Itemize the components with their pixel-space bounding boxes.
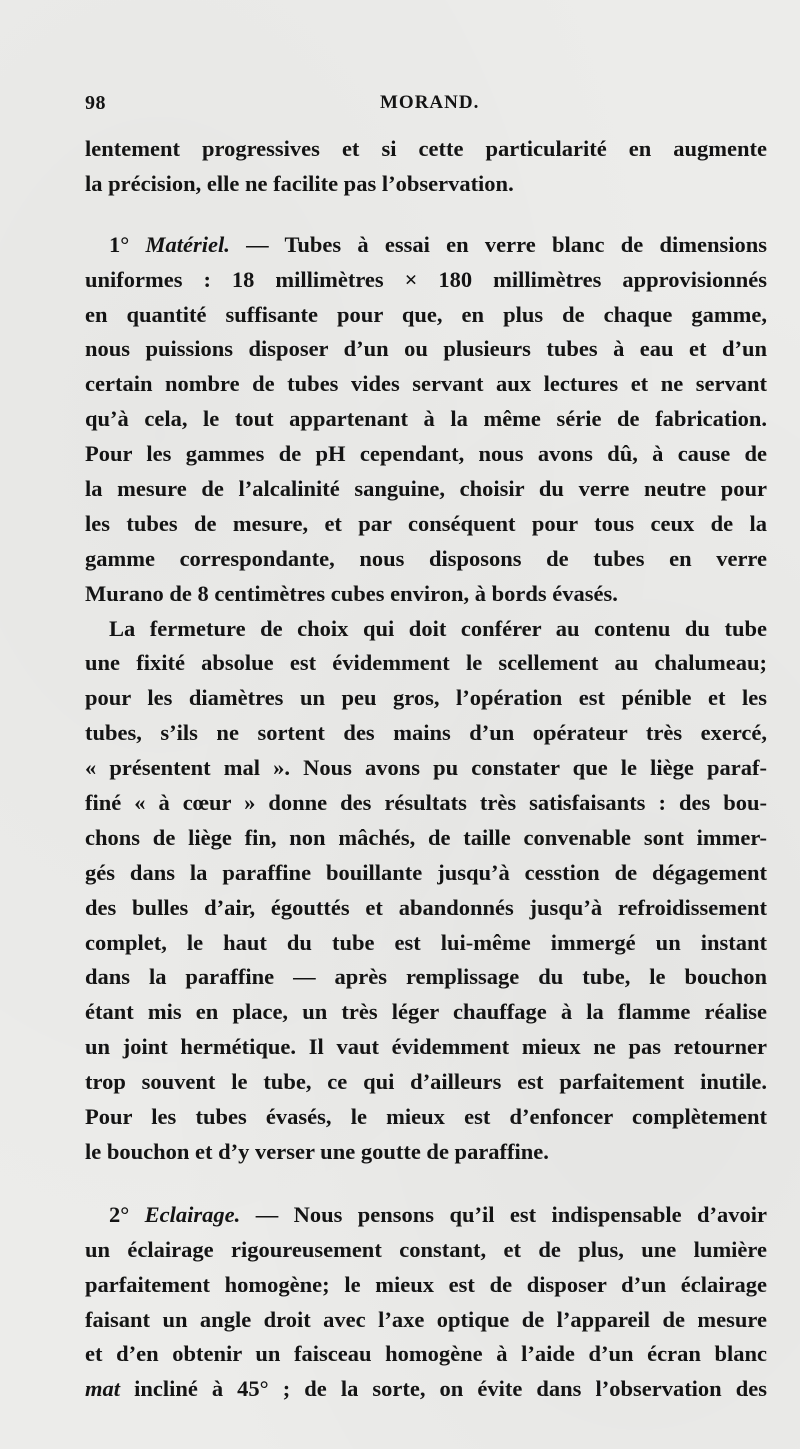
- text-line: gamme correspondante, nous disposons de tubes en verre: [85, 545, 767, 571]
- text-line: chons de liège fin, non mâchés, de taille convenable sont immer-: [85, 824, 767, 850]
- text-line: « présentent mal ». Nous avons pu constater que le liège paraf-: [85, 755, 767, 781]
- text-line: pour les diamètres un peu gros, l’opération est pénible et les: [85, 685, 767, 711]
- section-title: Eclairage.: [144, 1201, 241, 1227]
- text-line: Pour les gammes de pH cependant, nous avons dû, à cause de: [85, 441, 767, 467]
- text-line: qu’à cela, le tout appartenant à la même série de fabrication.: [85, 406, 767, 432]
- text-line: en quantité suffisante pour que, en plus de chaque gamme,: [85, 301, 767, 327]
- text-line: gés dans la paraffine bouillante jusqu’à cesstion de dégagement: [85, 859, 767, 885]
- section-number: 2°: [109, 1201, 130, 1227]
- text-line: uniformes : 18 millimètres × 180 millimètres approvisionnés: [85, 266, 767, 292]
- text-line: les tubes de mesure, et par conséquent pour tous ceux de la: [85, 510, 767, 536]
- section-materiel: [85, 228, 767, 1170]
- text-line: certain nombre de tubes vides servant aux lectures et ne servant: [85, 371, 767, 397]
- text-line: nous puissions disposer d’un ou plusieurs tubes à eau et d’un: [85, 336, 767, 362]
- text-line: parfaitement homogène; le mieux est de disposer d’un éclairage: [85, 1271, 767, 1297]
- text-line: un éclairage rigoureusement constant, et de plus, une lumière: [85, 1236, 767, 1262]
- text-line: et d’en obtenir un faisceau homogène à l’aide d’un écran blanc: [85, 1341, 767, 1367]
- page-body: [85, 132, 767, 1407]
- section-eclairage: [85, 1198, 767, 1407]
- text-line: la précision, elle ne facilite pas l’observation.: [85, 170, 514, 196]
- intro-paragraph: [85, 132, 767, 202]
- text-line: tubes, s’ils ne sortent des mains d’un opérateur très exercé,: [85, 720, 767, 746]
- text-fragment: incliné à 45° ; de la sorte, on évite dans l’observation des: [134, 1376, 767, 1402]
- paragraph-gap: [85, 202, 767, 228]
- text-line: la mesure de l’alcalinité sanguine, choisir du verre neutre pour: [85, 476, 767, 502]
- text-line: étant mis en place, un très léger chauffage à la flamme réalise: [85, 999, 767, 1025]
- text-line: le bouchon et d’y verser une goutte de paraffine.: [85, 1138, 549, 1164]
- text-line: [85, 1372, 767, 1407]
- page-header: [85, 92, 765, 122]
- text-line: lentement progressives et si cette particularité en augmente: [85, 136, 767, 161]
- text-line: complet, le haut du tube est lui-même immergé un instant: [85, 929, 767, 955]
- text-line: un joint hermétique. Il vaut évidemment mieux ne pas retourner: [85, 1034, 767, 1060]
- text-fragment: — Tubes à essai en verre blanc de dimensions: [246, 231, 767, 257]
- text-line: trop souvent le tube, ce qui d’ailleurs est parfaitement inutile.: [85, 1069, 767, 1095]
- text-line: une fixité absolue est évidemment le scellement au chalumeau;: [85, 650, 767, 676]
- section-heading-line: [85, 228, 767, 263]
- text-line: Pour les tubes évasés, le mieux est d’enfoncer complètement: [85, 1104, 767, 1130]
- paragraph-gap: [85, 1170, 767, 1198]
- section-title: Matériel.: [145, 231, 230, 257]
- text-line: finé « à cœur » donne des résultats très satisfaisants : des bou-: [85, 790, 767, 816]
- text-line: dans la paraffine — après remplissage du tube, le bouchon: [85, 964, 767, 990]
- running-head: MORAND.: [380, 92, 480, 113]
- text-line: Murano de 8 centimètres cubes environ, à bords évasés.: [85, 580, 618, 606]
- text-line: des bulles d’air, égouttés et abandonnés jusqu’à refroidissement: [85, 894, 767, 920]
- page-number: 98: [85, 92, 106, 114]
- section-number: 1°: [109, 231, 130, 257]
- italic-word: mat: [85, 1376, 121, 1402]
- section-heading-line: [85, 1198, 767, 1233]
- text-fragment: — Nous pensons qu’il est indispensable d’avoir: [255, 1201, 767, 1227]
- text-line: faisant un angle droit avec l’axe optique de l’appareil de mesure: [85, 1306, 767, 1332]
- text-line: La fermeture de choix qui doit conférer au contenu du tube: [109, 615, 767, 641]
